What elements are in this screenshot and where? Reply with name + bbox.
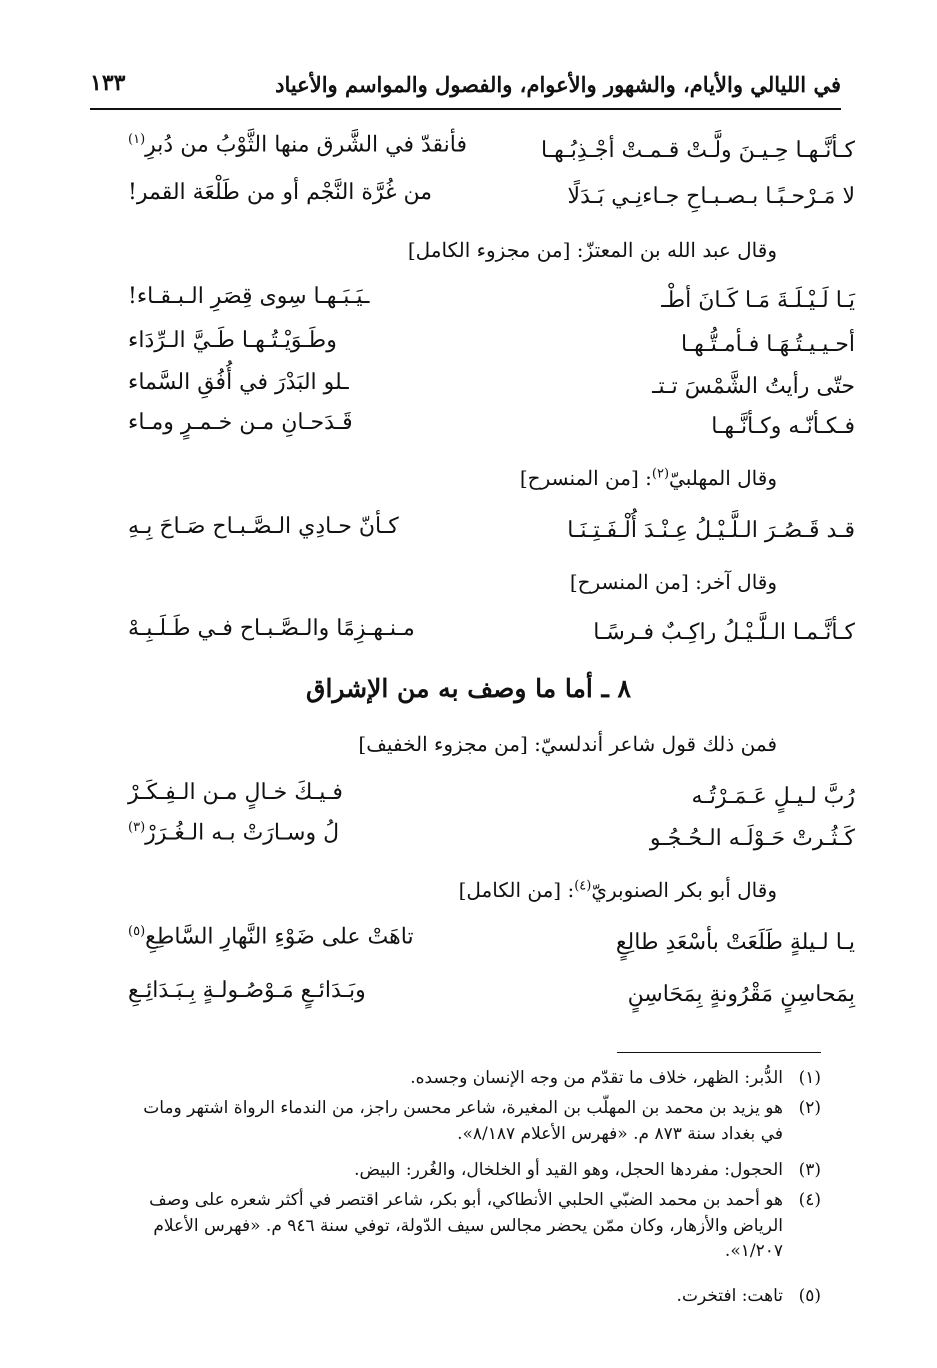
verse-hemistich-right: يـا لـيلةٍ طَلَعَتْ بأسْعَدِ طالِعٍ — [615, 930, 855, 955]
verse-hemistich-left: فأنقدّ في الشَّرق منها الثَّوْبُ من دُبرِ$^{(١)}$ — [128, 132, 468, 158]
verse-hemistich-left: مـنـهـزِمًا والـصَّـبـاح فـي طَـلَـبِـهْ — [128, 616, 415, 641]
footnote-marker: (٢) — [651, 466, 670, 482]
footnote-number: (٣) — [798, 1160, 821, 1180]
verse-hemistich-left: تاهَتْ على ضَوْءِ النَّهارِ السَّاطِعِ$^{(٥)}$ — [128, 924, 414, 950]
footnote-marker: (٥) — [128, 924, 146, 939]
footnote-separator — [617, 1052, 821, 1053]
verse-hemistich-right: كـأنَّـمـا الـلَّـيْـلُ راكِـبٌ فـرسًـا — [593, 620, 855, 645]
running-header — [90, 68, 841, 110]
poem-intro: وقال عبد الله بن المعتزّ: [من مجزوء الكامل] — [407, 238, 777, 262]
verse-hemistich-left: قَـدَحـانِ مـن خـمـرٍ ومـاء — [128, 410, 353, 435]
verse-hemistich-right: لا مَـرْحـبًـا بـصـبـاحِ جـاءنِـي بَـدَلًا — [567, 184, 855, 209]
page-number: ١٣٣ — [90, 70, 126, 96]
footnote-number: (٤) — [798, 1190, 821, 1210]
footnote: (٤)هو أحمد بن محمد الضبّي الحلبي الأنطاكي، أبو بكر، شاعر اقتصر في أكثر شعره على وصف الرياض والأزهار، وكان ممّن يحضر مجالس سيف الدّولة، توفي سنة ٩٤٦ م. «فهرس الأعلام ١/٢٠٧». — [149, 1190, 821, 1261]
footnote: (٢)هو يزيد بن محمد بن المهلّب بن المغيرة، شاعر محسن راجز، من الندماء الرواة اشتهر ومات في بغداد سنة ٨٧٣ م. «فهرس الأعلام ٨/١٨٧». — [143, 1098, 821, 1144]
verse-hemistich-right: رُبَّ لـيـلٍ عَـمَـرْتُـه — [691, 784, 855, 809]
section-heading: ٨ ـ أما ما وصف به من الإشراق — [306, 674, 631, 703]
poem-intro: وقال آخر: [من المنسرح] — [569, 570, 777, 594]
verse-hemistich-left: كـأنّ حـادِي الـصَّـبـاح صَـاحَ بِـهِ — [128, 514, 399, 539]
verse-hemistich-right: يَـا لَـيْـلَـةَ مَـا كَـانَ أطْـ — [661, 288, 855, 313]
footnote-marker: (٣) — [128, 820, 146, 835]
verse-hemistich-right: كـأنَّـهـا حِـيـنَ ولَّـتْ قـمـتْ أجْـذِبُـهـا — [541, 138, 855, 163]
footnote-marker: (٤) — [574, 878, 592, 894]
poem-intro: فمن ذلك قول شاعر أندلسيّ: [من مجزوء الخفيف] — [358, 732, 777, 756]
verse-hemistich-left: من غُرَّة النَّجْم أو من طَلْعَة القمر! — [128, 180, 433, 205]
footnote-number: (٢) — [798, 1098, 821, 1118]
footnote-number: (٥) — [798, 1286, 821, 1306]
verse-hemistich-right: فـكـأنّـه وكـأنَّـهـا — [711, 414, 855, 439]
footnote-number: (١) — [798, 1068, 821, 1088]
verse-hemistich-left: ـيَـبَـهـا سِوى قِصَرِ الـبـقـاء! — [128, 284, 370, 309]
header-title: في الليالي والأيام، والشهور والأعوام، والفصول والمواسم والأعياد — [275, 72, 841, 97]
footnote: (٥)تاهت: افتخرت. — [117, 1284, 821, 1310]
verse-hemistich-right: قـد قَـصُـرَ الـلَّـيْـلُ عِـنْـدَ أُلْـفَـتِـنَـا — [567, 518, 855, 543]
poem-intro: وقال أبو بكر الصنوبريّ$^{(٤)}$: [من الكامل] — [458, 878, 777, 902]
verse-hemistich-right: حتّى رأيتُ الشَّمْسَ تـتـ — [652, 374, 855, 399]
verse-hemistich-left: وبَـدَائـعٍ مَـوْصُـولـةٍ بِـبَـدَائِـعِ — [128, 978, 366, 1003]
verse-hemistich-left: ـلو البَدْرَ في أُفُقِ السَّماء — [128, 370, 349, 395]
verse-hemistich-right: بِمَحاسِنٍ مَقْرُونةٍ بِمَحَاسِنٍ — [627, 982, 855, 1007]
footnote: (٣)الحجول: مفردها الحجل، وهو القيد أو الخلخال، والغُرر: البيض. — [117, 1158, 821, 1184]
poem-intro: وقال المهلبيّ$^{(٢)}$: [من المنسرح] — [519, 466, 777, 490]
footnote: (١)الدُّبر: الظهر، خلاف ما تقدّم من وجه الإنسان وجسده. — [117, 1066, 821, 1092]
verse-hemistich-right: أحـيـيـتُـهَـا فـأمـتُّـهـا — [681, 332, 855, 357]
verse-hemistich-left: لُ وسـارَتْ بـه الـغُـرَرْ$^{(٣)}$ — [128, 820, 340, 846]
verse-hemistich-right: كَـثُـرتْ حَـوْلَـه الـحُـجُـو — [649, 826, 855, 851]
verse-hemistich-left: فـيـكَ خـالٍ مـن الـفِـكَـرْ — [128, 780, 343, 805]
footnote-marker: (١) — [128, 132, 146, 147]
verse-hemistich-left: وطَـوَيْـتُـهـا طَـيَّ الـرِّدَاء — [128, 328, 337, 353]
